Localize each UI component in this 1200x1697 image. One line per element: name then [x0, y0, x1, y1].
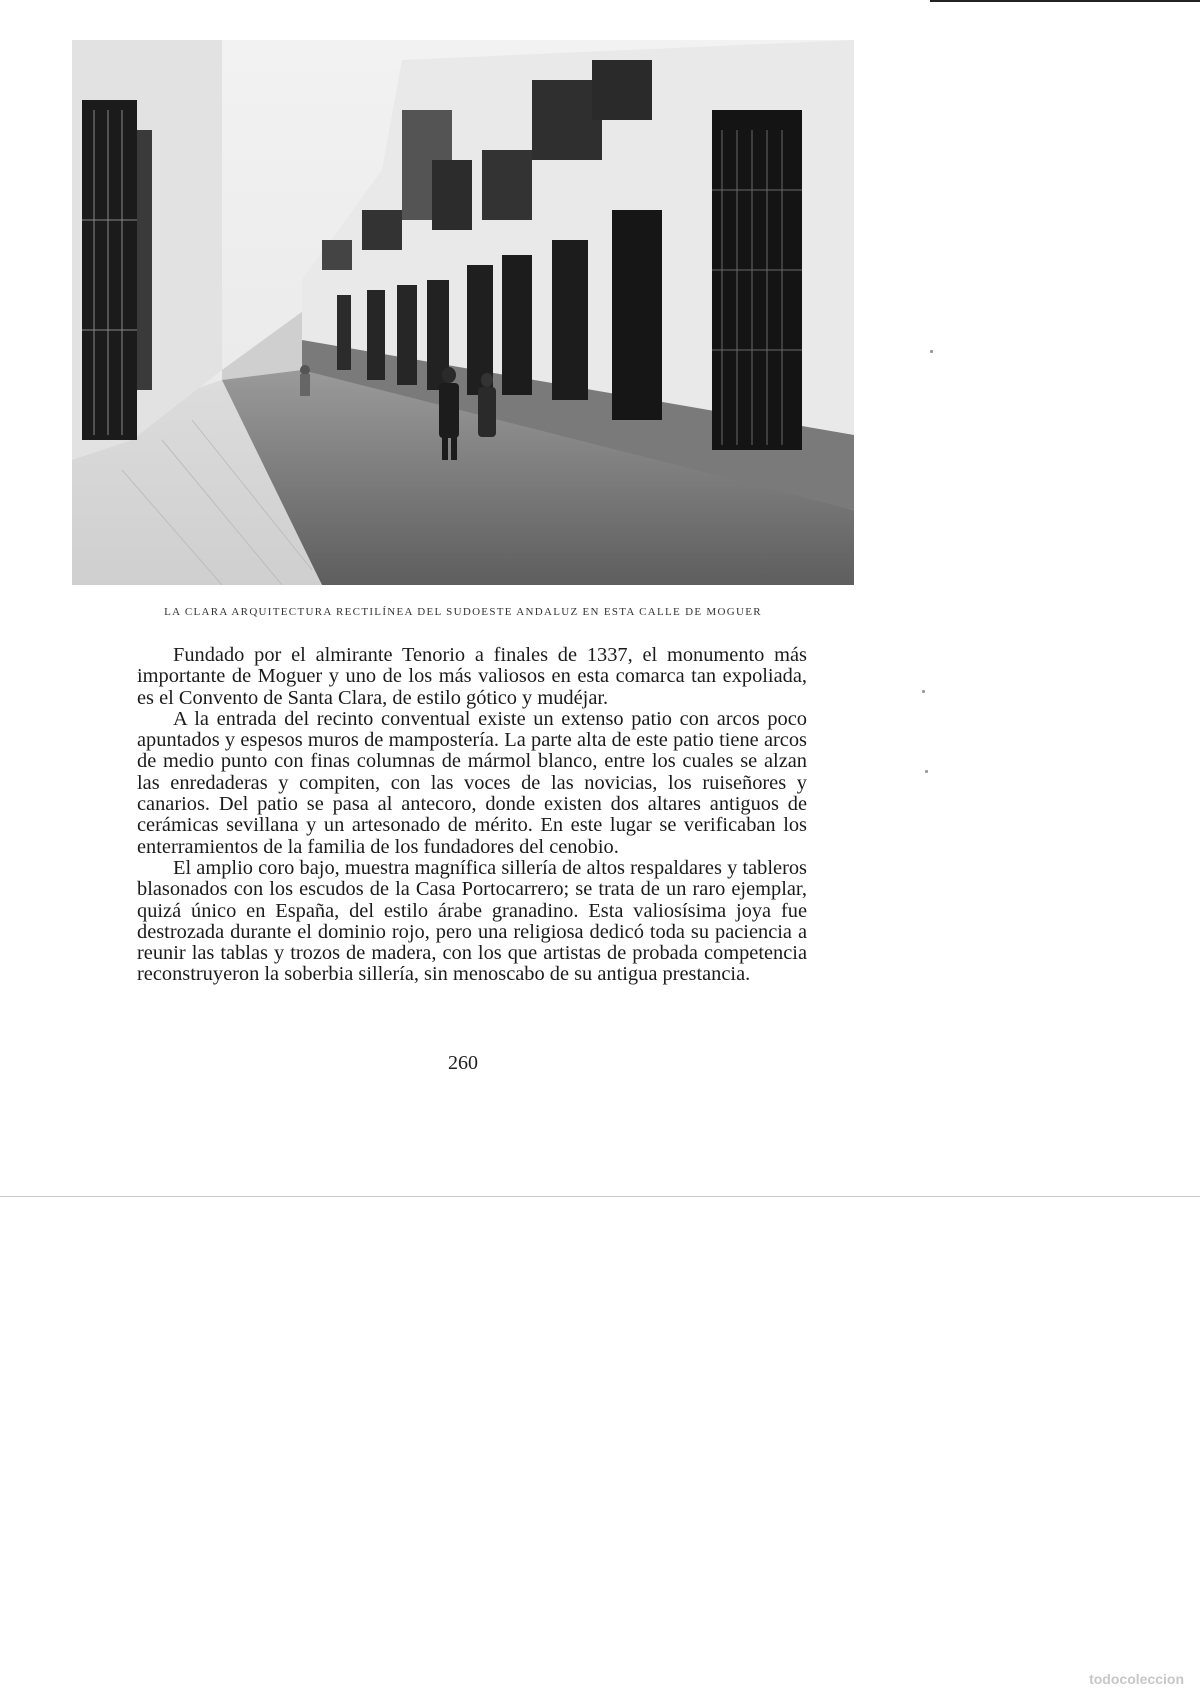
scan-speck	[922, 690, 925, 693]
paragraph: El amplio coro bajo, muestra magnífica sillería de altos respaldares y tableros blasonados con los escudos de la Casa Portocarrero; se trata de un raro ejemplar, quizá único en España, del estilo árabe granadino. Esta valiosísima joya fue destrozada durante el dominio rojo, pero una religiosa dedicó toda su paciencia a reunir las tablas y trozos de madera, con los que artistas de probada competencia reconstruyeron la soberbia sillería, sin menoscabo de su antigua prestancia.	[137, 856, 807, 986]
article-body	[137, 645, 807, 986]
street-photograph	[72, 40, 854, 585]
photo-caption: LA CLARA ARQUITECTURA RECTILÍNEA DEL SUDOESTE ANDALUZ EN ESTA CALLE DE MOGUER	[164, 606, 762, 618]
paragraph: A la entrada del recinto conventual existe un extenso patio con arcos poco apuntados y espesos muros de mampostería. La parte alta de este patio tiene arcos de medio punto con finas columnas de mármol blanco, entre los cuales se alzan las enredaderas y compiten, con las voces de las novicias, los ruiseñores y canarios. Del patio se pasa al antecoro, donde existen dos altares antiguos de cerámicas sevillana y un artesonado de mérito. En este lugar se verificaban los enterramientos de la familia de los fundadores del cenobio.	[137, 707, 807, 858]
watermark-logo: todocoleccion	[1089, 1671, 1184, 1687]
scan-divider	[0, 1196, 1200, 1197]
scan-speck	[930, 350, 933, 353]
paragraph: Fundado por el almirante Tenorio a finales de 1337, el monumento más importante de Moguer y uno de los más valiosos en esta comarca tan expoliada, es el Convento de Santa Clara, de estilo gótico y mudéjar.	[137, 644, 807, 709]
top-edge-rule	[930, 0, 1200, 2]
scan-speck	[925, 770, 928, 773]
page-number: 260	[448, 1052, 478, 1074]
